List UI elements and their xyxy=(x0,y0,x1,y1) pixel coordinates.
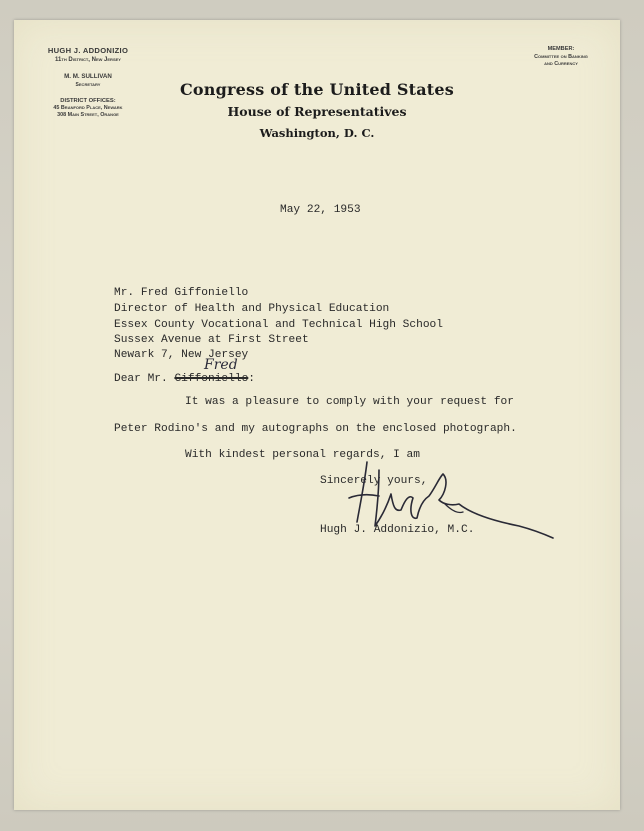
letterhead-right xyxy=(502,46,620,67)
secretary-name: M. M. SULLIVAN xyxy=(64,73,112,80)
letter-date: May 22, 1953 xyxy=(280,204,361,216)
secretary-title: Secretary xyxy=(75,82,101,88)
district-label: 11th District, New Jersey xyxy=(55,57,121,63)
body-line-3: With kindest personal regards, I am xyxy=(185,449,420,461)
house-heading: House of Representatives xyxy=(227,104,407,119)
address-line-3: Essex County Vocational and Technical High School xyxy=(114,319,443,331)
address-line-5: Newark 7, New Jersey xyxy=(114,349,249,361)
member-label: MEMBER: xyxy=(547,46,575,52)
handwritten-first-name: Fred xyxy=(204,357,238,373)
address-line-1: Mr. Fred Giffoniello xyxy=(114,287,249,299)
representative-name: HUGH J. ADDONIZIO xyxy=(47,46,129,55)
district-offices-heading: DISTRICT OFFICES: xyxy=(60,98,116,104)
handwritten-signature xyxy=(339,460,559,550)
salutation-struck-name: Giffoniello xyxy=(174,373,249,385)
congress-heading: Congress of the United States xyxy=(179,80,454,99)
salutation-prefix: Dear Mr. xyxy=(114,373,168,385)
salutation-suffix: : xyxy=(248,373,256,385)
washington-heading: Washington, D. C. xyxy=(259,126,375,140)
body-line-1: It was a pleasure to comply with your request for xyxy=(185,396,514,408)
committee-line-1: Committee on Banking xyxy=(534,54,588,60)
letter-page xyxy=(14,20,620,810)
district-office-1: 45 Branford Place, Newark xyxy=(53,105,123,111)
district-office-2: 308 Main Street, Orange xyxy=(57,112,119,118)
salutation xyxy=(114,373,255,385)
address-line-2: Director of Health and Physical Education xyxy=(114,303,390,315)
typed-signature: Hugh J. Addonizio, M.C. xyxy=(320,524,475,536)
committee-line-2: and Currency xyxy=(544,61,578,67)
body-line-2: Peter Rodino's and my autographs on the enclosed photograph. xyxy=(114,423,517,435)
address-line-4: Sussex Avenue at First Street xyxy=(114,334,309,346)
closing: Sincerely yours, xyxy=(320,475,428,487)
